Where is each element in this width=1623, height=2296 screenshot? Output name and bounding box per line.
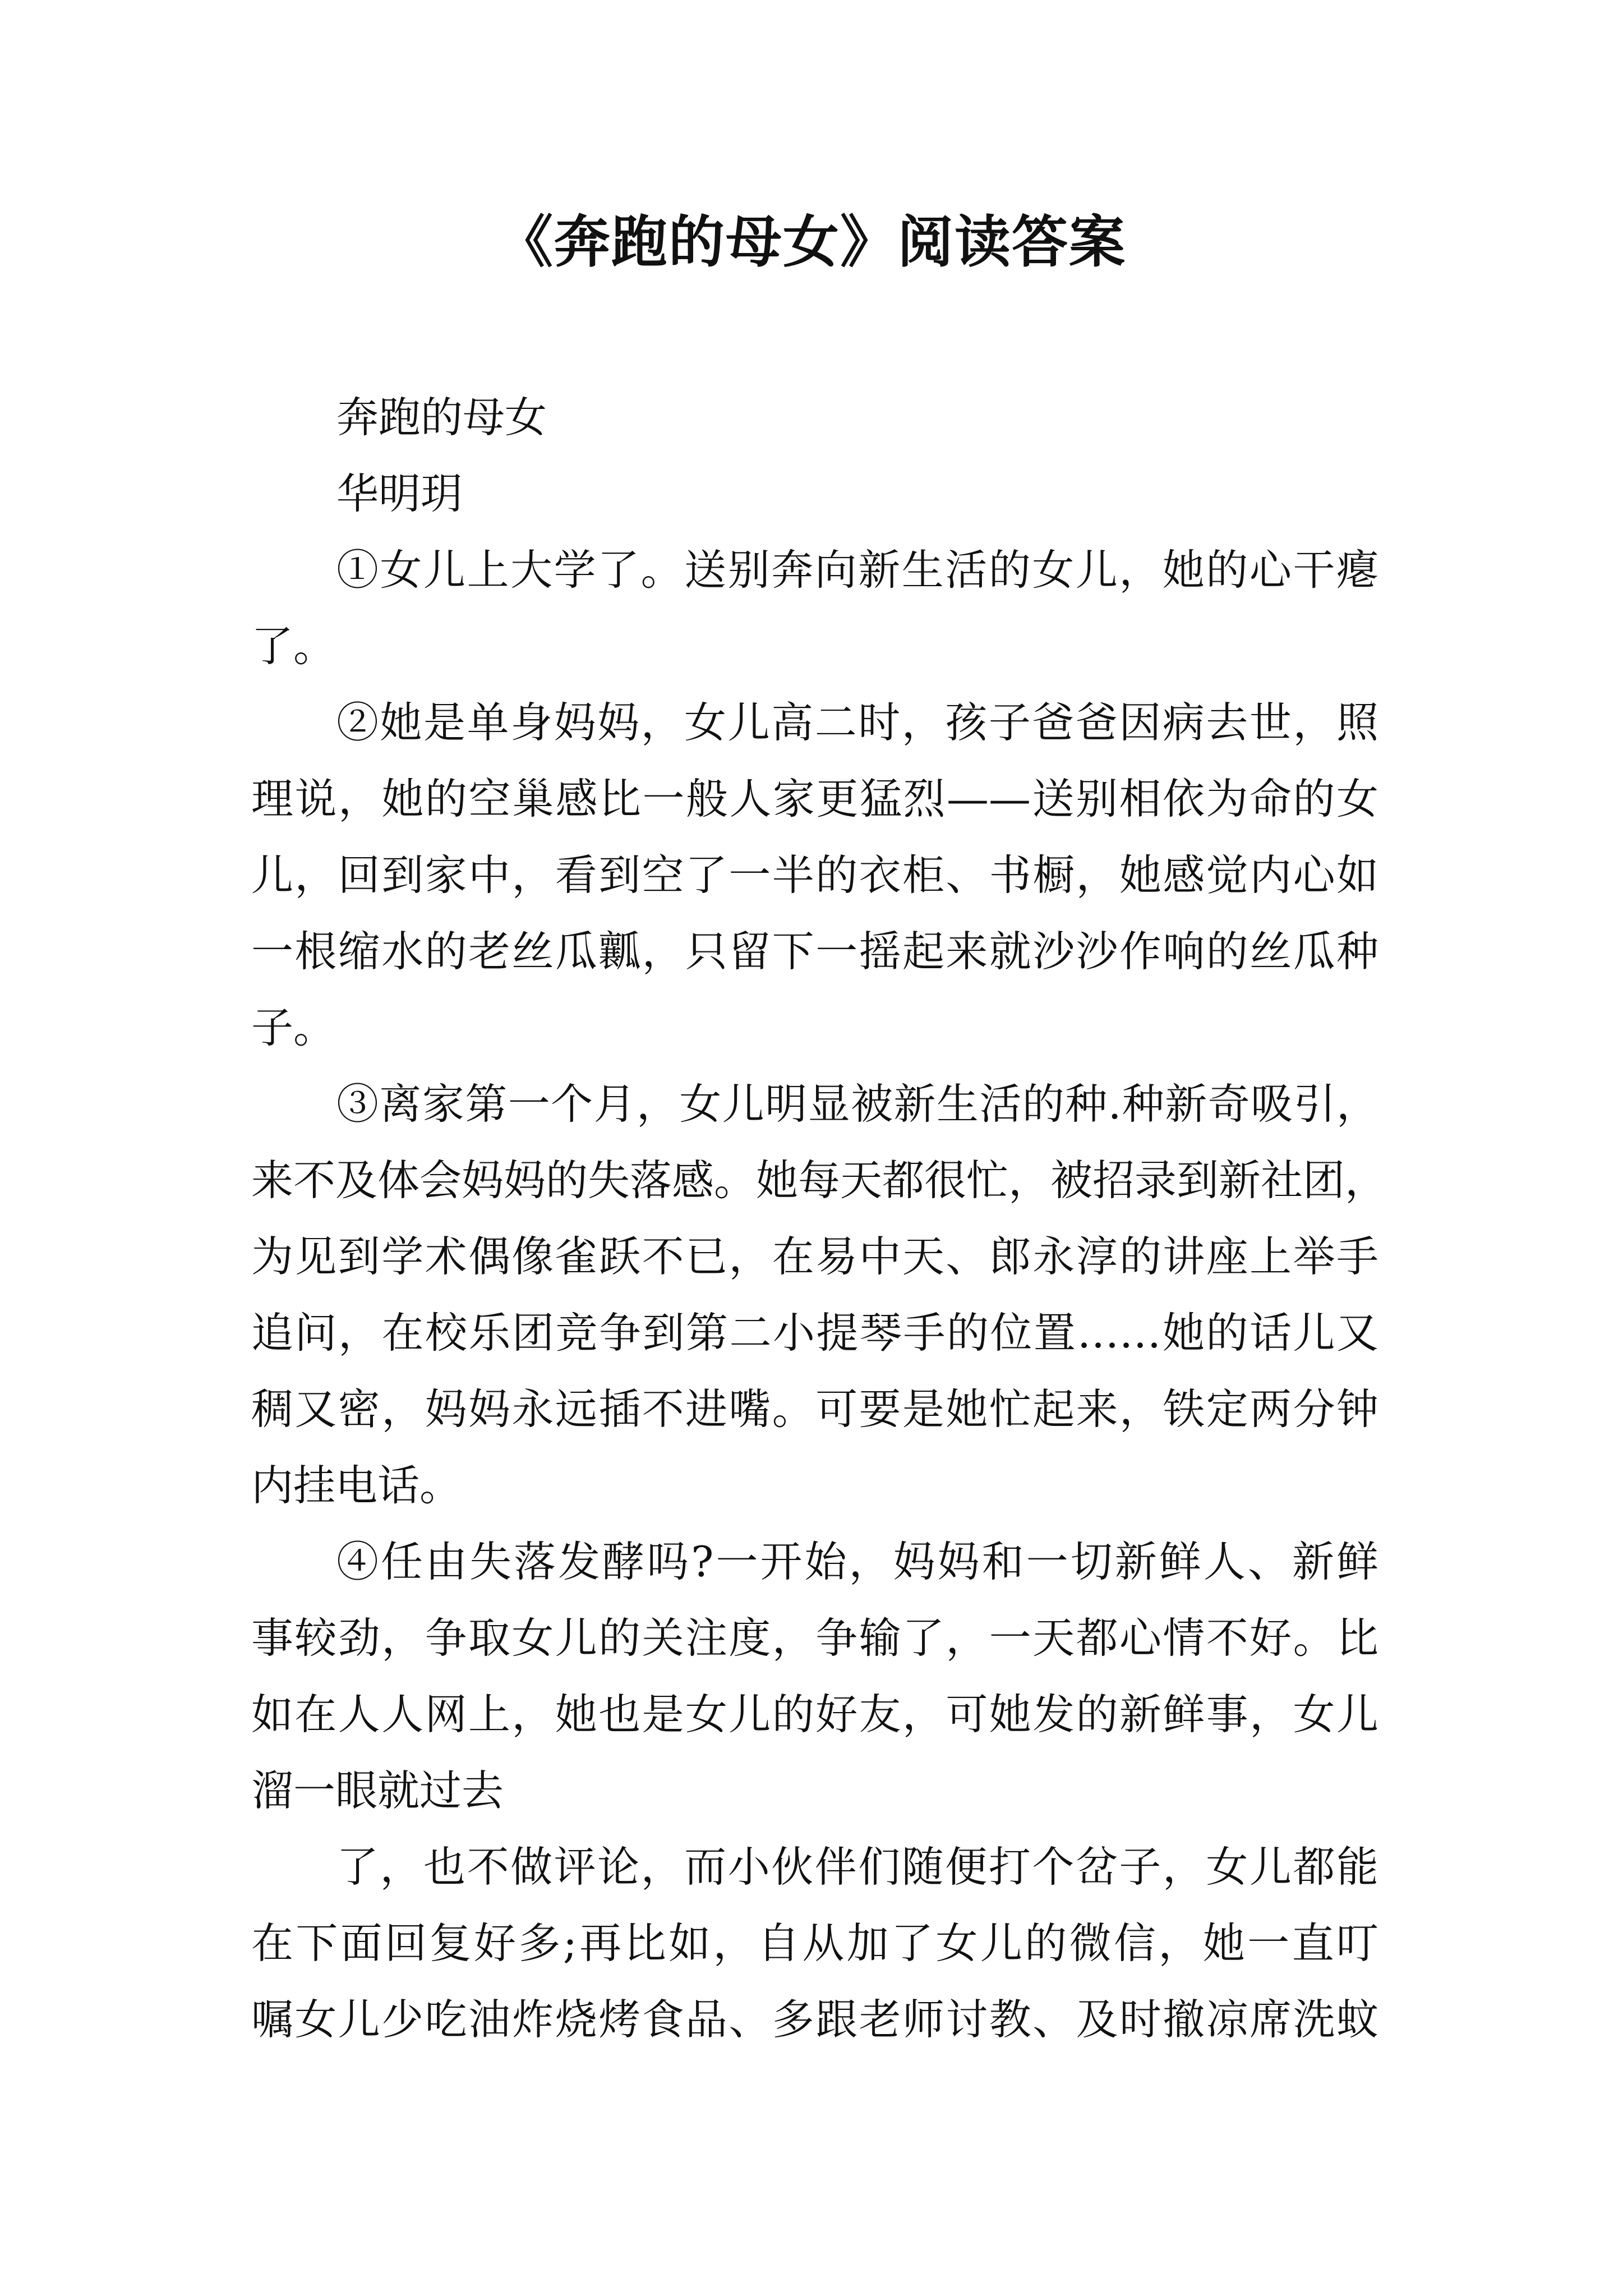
article-body <box>251 379 1387 2058</box>
text-line: 奔跑的母女 <box>336 393 547 442</box>
text-line: 儿，回到家中，看到空了一半的衣柜、书橱，她感觉内心如 <box>251 850 1378 900</box>
text-line: 内挂电话。 <box>251 1461 462 1510</box>
text-line: 了，也不做评论，而小伙伴们随便打个岔子，女儿都能 <box>336 1842 1378 1892</box>
text-line: 华明玥 <box>336 469 463 518</box>
text-line: 在下面回复好多;再比如，自从加了女儿的微信，她一直叮 <box>251 1918 1378 1968</box>
text-line: ①女儿上大学了。送别奔向新生活的女儿，她的心干瘪 <box>336 545 1378 595</box>
text-line: ③离家第一个月，女儿明显被新生活的种.种新奇吸引， <box>336 1079 1378 1129</box>
text-line: 追问，在校乐团竞争到第二小提琴手的位置……她的话儿又 <box>251 1308 1378 1358</box>
text-line: 来不及体会妈妈的失落感。她每天都很忙，被招录到新社团， <box>251 1156 1387 1205</box>
text-line: 为见到学术偶像雀跃不已，在易中天、郎永淳的讲座上举手 <box>251 1232 1378 1281</box>
text-line: 如在人人网上，她也是女儿的好友，可她发的新鲜事，女儿 <box>251 1690 1378 1739</box>
text-line: 稠又密，妈妈永远插不进嘴。可要是她忙起来，铁定两分钟 <box>251 1384 1378 1434</box>
text-line: 理说，她的空巢感比一般人家更猛烈——送别相依为命的女 <box>251 774 1378 823</box>
text-line: ④任由失落发酵吗?一开始，妈妈和一切新鲜人、新鲜 <box>336 1537 1378 1586</box>
text-line: 嘱女儿少吃油炸烧烤食品、多跟老师讨教、及时撤凉席洗蚊 <box>251 1995 1378 2044</box>
text-line: 一根缩水的老丝瓜瓤，只留下一摇起来就沙沙作响的丝瓜种 <box>251 927 1378 976</box>
text-line: 溜一眼就过去 <box>251 1766 504 1815</box>
text-line: 子。 <box>251 1003 336 1052</box>
document-title: 《奔跑的母女》阅读答案 <box>497 209 1126 275</box>
text-line: 事较劲，争取女儿的关注度，争输了，一天都心情不好。比 <box>251 1613 1378 1663</box>
text-line: 了。 <box>251 622 336 671</box>
text-line: ②她是单身妈妈，女儿高二时，孩子爸爸因病去世，照 <box>336 698 1378 747</box>
